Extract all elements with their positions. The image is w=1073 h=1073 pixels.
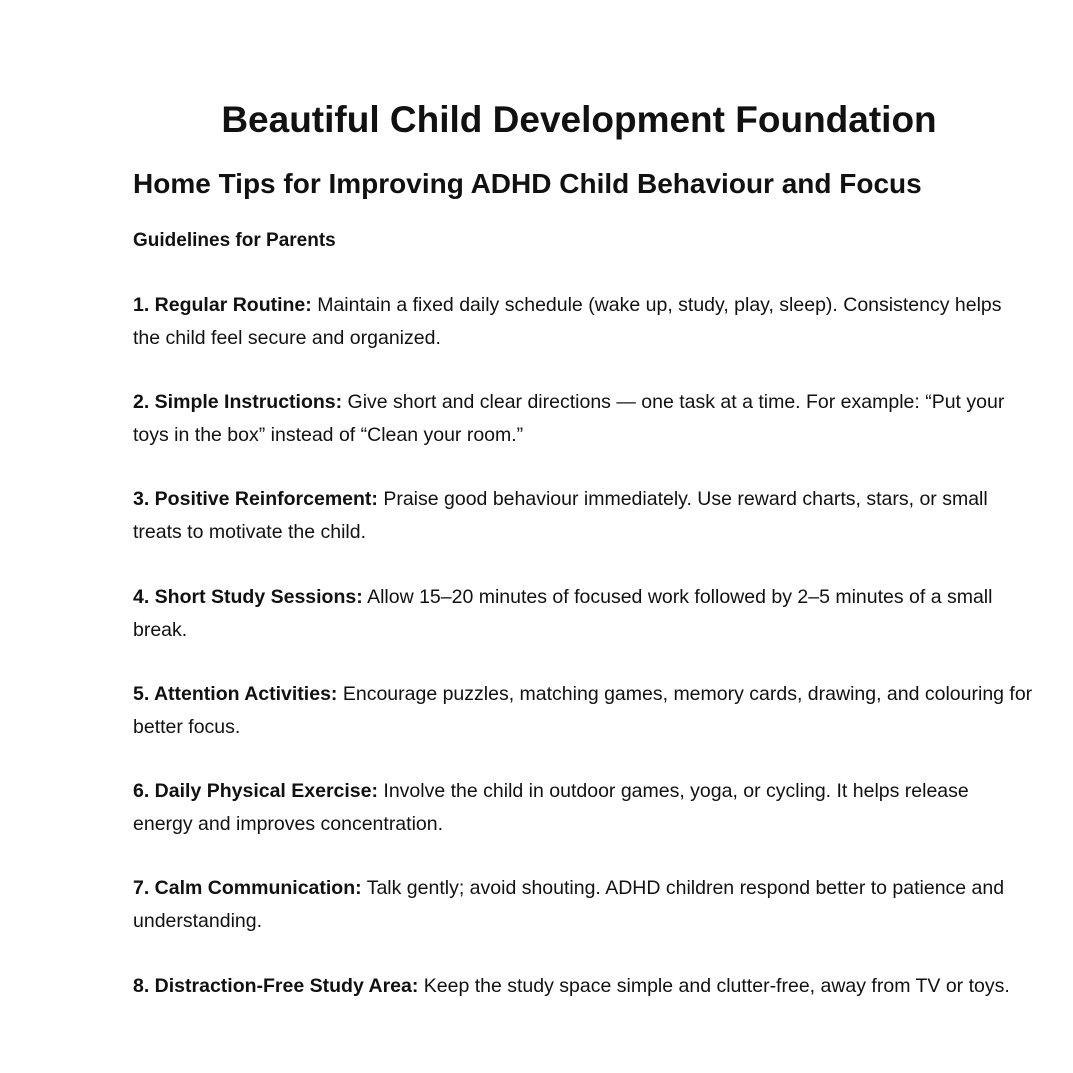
tip-item-simple-instructions	[133, 386, 1033, 451]
tip-item-regular-routine	[133, 289, 1033, 354]
tip-lead: 6. Daily Physical Exercise:	[133, 780, 378, 802]
tip-lead: 2. Simple Instructions:	[133, 391, 343, 413]
tip-text: Allow 15–20 minutes of focused work followed by 2–5 minutes of a small break.	[133, 586, 993, 641]
tip-text: Involve the child in outdoor games, yoga, or cycling. It helps release energy and improves concentration.	[133, 780, 969, 835]
tip-item-daily-physical-exercise	[133, 775, 1033, 840]
tip-text: Praise good behaviour immediately. Use reward charts, stars, or small treats to motivate the child.	[133, 488, 988, 543]
tip-lead: 4. Short Study Sessions:	[133, 586, 363, 608]
section-heading: Guidelines for Parents	[133, 230, 336, 251]
tip-lead: 1. Regular Routine:	[133, 294, 312, 316]
tip-text: Maintain a fixed daily schedule (wake up, study, play, sleep). Consistency helps the child feel secure and organized.	[133, 294, 1002, 349]
tip-item-short-study-sessions	[133, 581, 1033, 646]
organization-title: Beautiful Child Development Foundation	[221, 99, 937, 140]
tip-text: Talk gently; avoid shouting. ADHD children respond better to patience and understanding.	[133, 877, 1005, 932]
tip-lead: 5. Attention Activities:	[133, 683, 338, 705]
tip-item-positive-reinforcement	[133, 483, 1033, 548]
tip-lead: 8. Distraction-Free Study Area:	[133, 975, 419, 997]
tip-lead: 3. Positive Reinforcement:	[133, 488, 378, 510]
tip-item-attention-activities	[133, 678, 1033, 743]
tip-lead: 7. Calm Communication:	[133, 877, 362, 899]
tip-text: Encourage puzzles, matching games, memory cards, drawing, and colouring for better focus.	[133, 683, 1033, 738]
tip-text: Give short and clear directions — one task at a time. For example: “Put your toys in the box” instead of “Clean your room.”	[133, 391, 1005, 446]
tip-item-distraction-free-study-area	[133, 970, 1033, 1003]
tip-item-calm-communication	[133, 872, 1033, 937]
document-title: Home Tips for Improving ADHD Child Behaviour and Focus	[133, 168, 922, 199]
tip-text: Keep the study space simple and clutter-free, away from TV or toys.	[423, 975, 1010, 997]
